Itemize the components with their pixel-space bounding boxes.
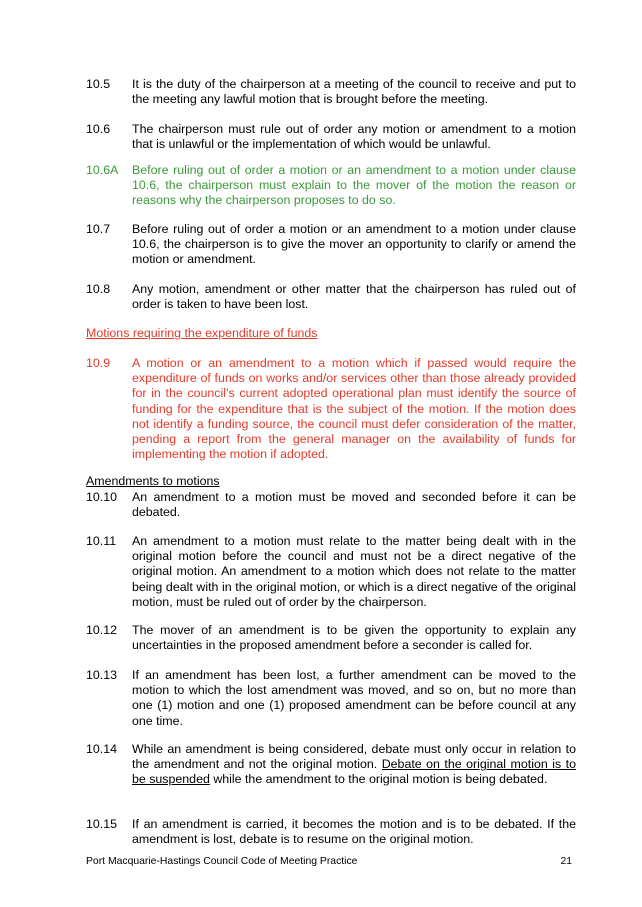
clause-10-9	[86, 356, 576, 462]
clause-text	[132, 742, 576, 788]
clause-10-6	[86, 122, 576, 152]
clause-text: An amendment to a motion must be moved and seconded before it can be debated.	[132, 490, 576, 520]
clause-text: If an amendment has been lost, a further amendment can be moved to the motion to which the lost amendment was moved, and so on, but no more than one (1) motion and one (1) proposed amendment can be before council at any one time.	[132, 668, 576, 728]
clause-number: 10.12	[86, 623, 118, 637]
clause-text: It is the duty of the chairperson at a meeting of the council to receive and put to the meeting any lawful motion that is brought before the meeting.	[132, 77, 576, 107]
clause-text-part: while the amendment to the original motion is being debated.	[213, 772, 548, 787]
clause-10-15	[86, 817, 576, 847]
clause-10-7	[86, 222, 576, 268]
clause-number: 10.6	[86, 122, 111, 136]
clause-number: 10.8	[86, 282, 111, 296]
clause-number: 10.6A	[86, 163, 119, 177]
clause-text: Before ruling out of order a motion or an amendment to a motion under clause 10.6, the chairperson is to give the mover an opportunity to clarify or amend the motion or amendment.	[132, 222, 576, 267]
clause-10-11	[86, 534, 576, 610]
clause-text-underlined: Debate on the original motion is to be suspended	[132, 757, 576, 787]
clause-text-part: While an amendment is being considered, debate must only occur in relation to the amendment and not the original motion.	[132, 742, 576, 772]
clause-text: The chairperson must rule out of order any motion or amendment to a motion that is unlawful or the implementation of which would be unlawful.	[132, 122, 576, 152]
page-footer	[86, 855, 576, 868]
heading-funds: Motions requiring the expenditure of funds	[86, 326, 318, 340]
clause-text: If an amendment is carried, it becomes the motion and is to be debated. If the amendment is lost, debate is to resume on the original motion.	[132, 817, 576, 847]
clause-text: The mover of an amendment is to be given the opportunity to explain any uncertainties in the proposed amendment before a seconder is called for.	[132, 623, 576, 653]
clause-number: 10.15	[86, 817, 118, 831]
clause-text: Before ruling out of order a motion or an amendment to a motion under clause 10.6, the chairperson must explain to the mover of the motion the reason or reasons why the chairperson proposes to do so.	[132, 163, 576, 208]
footer-title: Port Macquarie-Hastings Council Code of Meeting Practice	[86, 856, 358, 867]
clause-10-5	[86, 77, 576, 107]
clause-number: 10.9	[86, 356, 111, 370]
page-number: 21	[560, 856, 572, 867]
clause-number: 10.10	[86, 490, 118, 504]
clause-10-13	[86, 668, 576, 729]
clause-text: Any motion, amendment or other matter that the chairperson has ruled out of order is taken to have been lost.	[132, 282, 576, 312]
heading-amendments: Amendments to motions	[86, 474, 220, 488]
clause-10-14	[86, 742, 576, 788]
clause-10-8	[86, 282, 576, 312]
clause-number: 10.14	[86, 742, 118, 756]
clause-number: 10.11	[86, 534, 117, 548]
clause-text: An amendment to a motion must relate to the matter being dealt with in the original motion before the council and must not be a direct negative of the original motion. An amendment to a motion which does not relate to the matter being dealt with in the original motion, or which is a direct negative of the original motion, must be ruled out of order by the chairperson.	[132, 534, 576, 609]
clause-text: A motion or an amendment to a motion which if passed would require the expenditure of funds on works and/or services other than those already provided for in the council’s current adopted operational plan must identify the source of funding for the expenditure that is the subject of the motion. If the motion does not identify a funding source, the council must defer consideration of the matter, pending a report from the general manager on the availability of funds for implementing the motion if adopted.	[132, 356, 576, 462]
clause-10-12	[86, 623, 576, 653]
clause-10-6a	[86, 163, 576, 209]
clause-number: 10.7	[86, 222, 111, 236]
clause-number: 10.13	[86, 668, 118, 682]
clause-10-10	[86, 490, 576, 520]
clause-number: 10.5	[86, 77, 111, 91]
